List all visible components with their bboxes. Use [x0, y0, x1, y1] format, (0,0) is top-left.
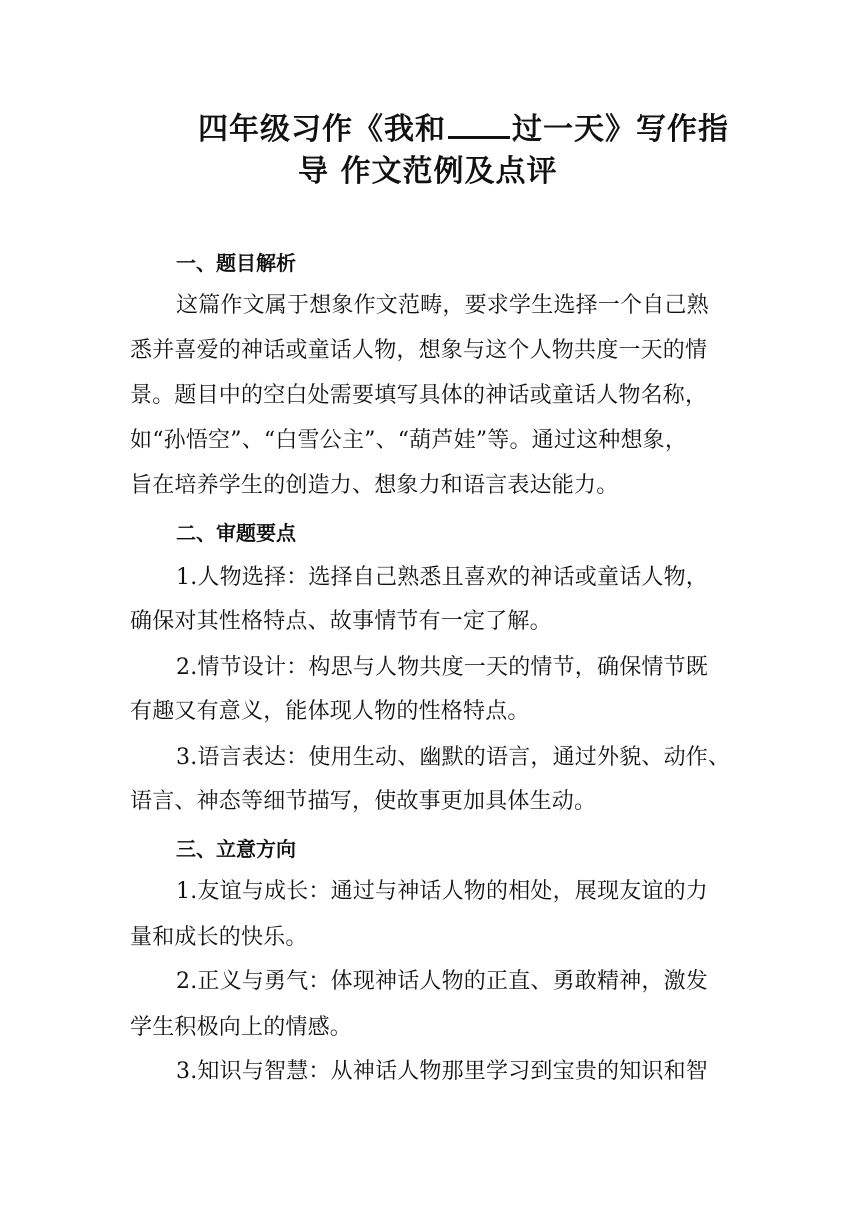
section-heading-1: 一、题目解析 [176, 251, 296, 275]
body-line: 悉并喜爱的神话或童话人物，想象与这个人物共度一天的情 [130, 338, 708, 363]
section-heading-2: 二、审题要点 [176, 521, 296, 545]
body-line: 如“孙悟空”、“白雪公主”、“葫芦娃”等。通过这种想象， [130, 428, 688, 453]
body-line: 1.人物选择：选择自己熟悉且喜欢的神话或童话人物， [176, 565, 708, 590]
body-line: 2.情节设计：构思与人物共度一天的情节，确保情节既 [176, 655, 708, 680]
document-title-line-2: 导 作文范例及点评 [298, 154, 558, 189]
title-blank-underline [448, 106, 510, 139]
title-text-before-blank: 四年级习作《我和 [198, 112, 446, 147]
body-line: 量和成长的快乐。 [130, 925, 308, 950]
document-title-line-1 [198, 106, 798, 151]
title-text-after-blank: 过一天》写作指 [512, 112, 729, 147]
section-heading-3: 三、立意方向 [176, 837, 296, 861]
body-line: 3.语言表达：使用生动、幽默的语言，通过外貌、动作、 [176, 745, 731, 770]
body-line: 语言、神态等细节描写，使故事更加具体生动。 [130, 789, 597, 814]
body-line: 学生积极向上的情感。 [130, 1015, 353, 1040]
body-line: 3.知识与智慧：从神话人物那里学习到宝贵的知识和智 [176, 1059, 708, 1084]
body-line: 这篇作文属于想象作文范畴，要求学生选择一个自己熟 [176, 293, 709, 318]
body-line: 1.友谊与成长：通过与神话人物的相处，展现友谊的力 [176, 879, 708, 904]
body-line: 确保对其性格特点、故事情节有一定了解。 [130, 609, 552, 634]
body-line: 旨在培养学生的创造力、想象力和语言表达能力。 [130, 473, 619, 498]
body-line: 景。题目中的空白处需要填写具体的神话或童话人物名称， [130, 383, 708, 408]
body-line: 有趣又有意义，能体现人物的性格特点。 [130, 699, 530, 724]
body-line: 2.正义与勇气：体现神话人物的正直、勇敢精神，激发 [176, 969, 708, 994]
